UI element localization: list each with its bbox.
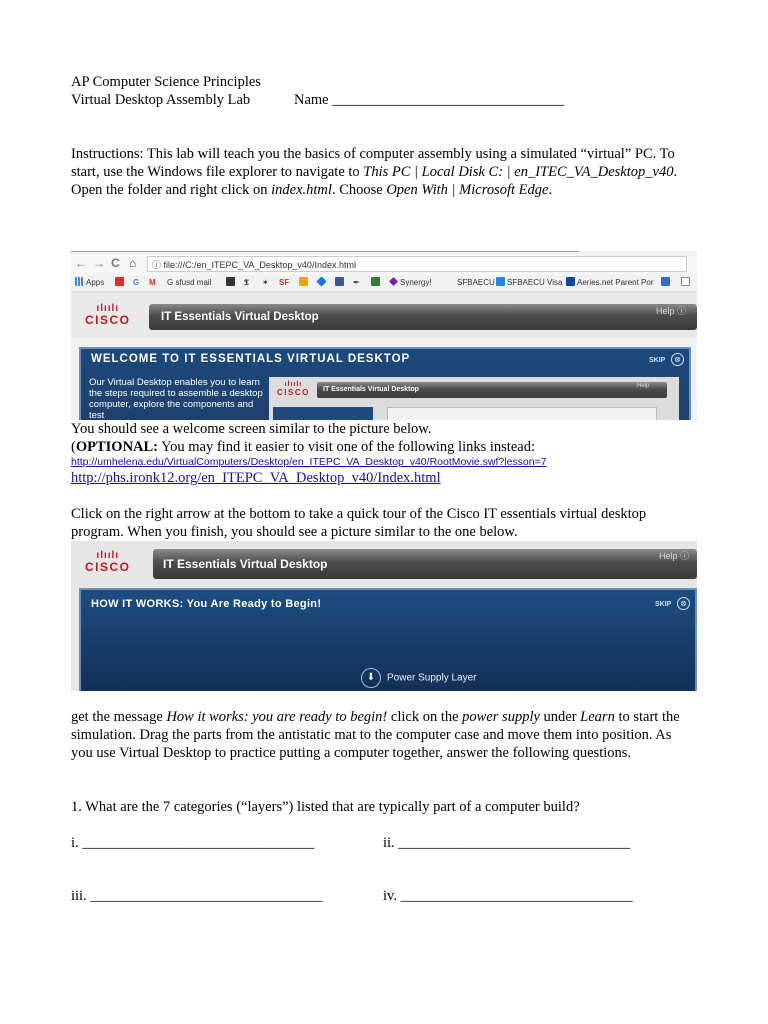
- visa-icon: [496, 277, 505, 286]
- app-title: IT Essentials Virtual Desktop: [163, 557, 328, 571]
- divider: [71, 251, 579, 252]
- news-icon: [226, 275, 237, 291]
- welcome-note: You should see a welcome screen similar to the picture below.: [71, 421, 432, 437]
- instructions-path: This PC | Local Disk C: | en_ITEC_VA_Desktop_v40: [363, 164, 674, 180]
- url-text: file:///C:/en_ITEPC_VA_Desktop_v40/Index.html: [163, 260, 356, 270]
- instructions-choice: Open With | Microsoft Edge: [386, 182, 549, 198]
- help-button[interactable]: Help ⓘ: [656, 306, 687, 316]
- bookmark-label: Synergy!: [400, 278, 432, 287]
- instructions-lead: Instructions: This lab will teach you the basics of computer assembly using a simulated “virtual” PC. To start, use the Windows file explorer to navigate to: [71, 146, 675, 180]
- bookmark-label: Apps: [86, 278, 105, 287]
- home-icon: ⌂: [129, 256, 137, 270]
- bookmark-sfbaecu-visa: [496, 275, 562, 291]
- how-it-works-title: HOW IT WORKS: You Are Ready to Begin!: [91, 598, 322, 610]
- gmail-icon: M: [149, 278, 156, 287]
- apps-grid-icon: [75, 277, 84, 286]
- sim-message: How it works: you are ready to begin!: [166, 709, 388, 725]
- bookmark-label: SFBAECU Visa: [507, 278, 563, 287]
- simulation-paragraph: [71, 708, 696, 762]
- mini-desktop-preview: [269, 377, 679, 420]
- aeries-icon: [566, 277, 575, 286]
- cisco-bars-icon: ılıılı: [284, 381, 303, 388]
- page-icon: [681, 275, 692, 291]
- nyt-icon: 𝕿: [244, 278, 249, 287]
- cisco-header: [71, 292, 697, 338]
- skip-button[interactable]: SKIP: [649, 357, 666, 364]
- forward-icon: →: [93, 256, 105, 270]
- welcome-panel: [79, 347, 691, 420]
- link-phs-ironk12[interactable]: http://phs.ironk12.org/en_ITEPC_VA_Desktop_v40/Index.html: [71, 470, 441, 486]
- welcome-title: WELCOME TO IT ESSENTIALS VIRTUAL DESKTOP: [91, 353, 411, 365]
- lab-title: Virtual Desktop Assembly Lab: [71, 92, 251, 108]
- instructions-mid: . Open the folder and right click on: [71, 164, 678, 198]
- sim-text-b: click on the: [387, 709, 463, 725]
- diamond-icon: [317, 275, 328, 291]
- welcome-screenshot: [71, 251, 697, 420]
- course-title: AP Computer Science Principles: [71, 74, 261, 90]
- answer-blank-ii: ii. ________________________________: [383, 835, 631, 851]
- tour-note: Click on the right arrow at the bottom to take a quick tour of the Cisco IT essentials virtual desktop program. When you finish, you should see a picture similar to the one below.: [71, 506, 647, 540]
- bookmark-aeries: [566, 275, 653, 291]
- instructions-mid2: . Choose: [331, 182, 387, 198]
- reload-icon: C: [111, 256, 120, 270]
- back-icon: ←: [75, 256, 87, 270]
- calendar-icon: [661, 275, 672, 291]
- mini-panel: [273, 407, 373, 420]
- app-title: IT Essentials Virtual Desktop: [161, 311, 319, 323]
- url-bar: [147, 256, 687, 272]
- google-icon: G: [133, 278, 140, 287]
- mini-panel-right: [387, 407, 657, 420]
- link-umhelena[interactable]: http://umhelena.edu/VirtualComputers/Desktop/en_ITEPC_VA_Desktop_v40/RootMovie.swf?lesson=7: [71, 456, 547, 468]
- how-it-works-panel: [79, 588, 697, 691]
- bookmark-synergy: [389, 275, 432, 291]
- sim-text-c: under: [539, 709, 581, 725]
- cisco-wordmark: CISCO: [277, 388, 310, 397]
- optional-paren: (: [71, 439, 76, 455]
- optional-note: [71, 438, 535, 456]
- answer-blank-iv: iv. ________________________________: [383, 888, 633, 904]
- sim-text-d: to start the simulation. Drag the parts from the antistatic mat to the computer case and move them into position. As you use Virtual Desktop to practice putting a computer together, answer the following questions.: [71, 709, 680, 761]
- pen-icon: ✒: [353, 278, 360, 287]
- question-1: 1. What are the 7 categories (“layers”) listed that are typically part of a computer build?: [71, 799, 580, 815]
- bookmark-apps: [75, 275, 104, 291]
- bookmark-label: Aeries.net Parent Por: [577, 278, 654, 287]
- bookmark-sfusd-mail: G sfusd mail: [167, 278, 212, 287]
- instructions-end: .: [548, 182, 553, 198]
- cisco-logo: [85, 551, 131, 574]
- mini-title-bar: [317, 382, 667, 398]
- sim-power-supply: power supply: [462, 709, 540, 725]
- browser-address-row: [71, 255, 697, 275]
- optional-text: You may find it easier to visit one of the following links instead:: [158, 439, 535, 455]
- close-icon[interactable]: ⊗: [671, 353, 684, 366]
- bookmarks-bar: [71, 275, 697, 292]
- optional-label: OPTIONAL:: [75, 439, 159, 455]
- amazon-icon: [299, 275, 310, 291]
- app-title-bar: [149, 304, 697, 330]
- cisco-wordmark: CISCO: [85, 560, 131, 574]
- bookmark-icon: [115, 275, 126, 291]
- close-icon[interactable]: ⊗: [677, 597, 690, 610]
- cisco-logo: [85, 304, 131, 327]
- mini-help: Help: [637, 383, 650, 389]
- welcome-body: Our Virtual Desktop enables you to learn the steps required to assemble a desktop computer, explore the components and test: [89, 377, 263, 420]
- sf-bookmark: SF: [279, 278, 290, 287]
- book-icon: [371, 275, 382, 291]
- cisco-bars-icon: ılıılı: [96, 550, 120, 561]
- sim-learn: Learn: [580, 709, 615, 725]
- mini-title: IT Essentials Virtual Desktop: [323, 386, 419, 393]
- cisco-bars-icon: ılıılı: [96, 303, 120, 314]
- download-arrow-icon: ⬇: [361, 668, 381, 688]
- sim-text-a: get the message: [71, 709, 167, 725]
- instructions-paragraph: [71, 145, 696, 199]
- cisco-wordmark: CISCO: [85, 313, 131, 327]
- help-button[interactable]: Help ⓘ: [659, 551, 690, 561]
- name-field: Name ________________________________: [294, 92, 565, 108]
- cisco-logo-small: [277, 381, 310, 397]
- answer-blank-i: i. ________________________________: [71, 835, 315, 851]
- wsj-icon: ✶: [262, 278, 269, 287]
- app-title-bar: [153, 549, 697, 579]
- answer-blank-iii: iii. ________________________________: [71, 888, 323, 904]
- power-supply-layer-button[interactable]: [361, 668, 477, 688]
- synergy-icon: [389, 277, 398, 286]
- facebook-icon: [335, 275, 346, 291]
- power-supply-layer-label: Power Supply Layer: [387, 672, 477, 684]
- instructions-file: index.html: [271, 182, 332, 198]
- how-it-works-screenshot: [71, 541, 697, 691]
- info-icon: ⓘ: [152, 260, 162, 270]
- bookmark-sfbaecu: SFBAECU: [457, 278, 495, 287]
- skip-button[interactable]: SKIP: [655, 601, 672, 608]
- office-icon: [115, 277, 124, 286]
